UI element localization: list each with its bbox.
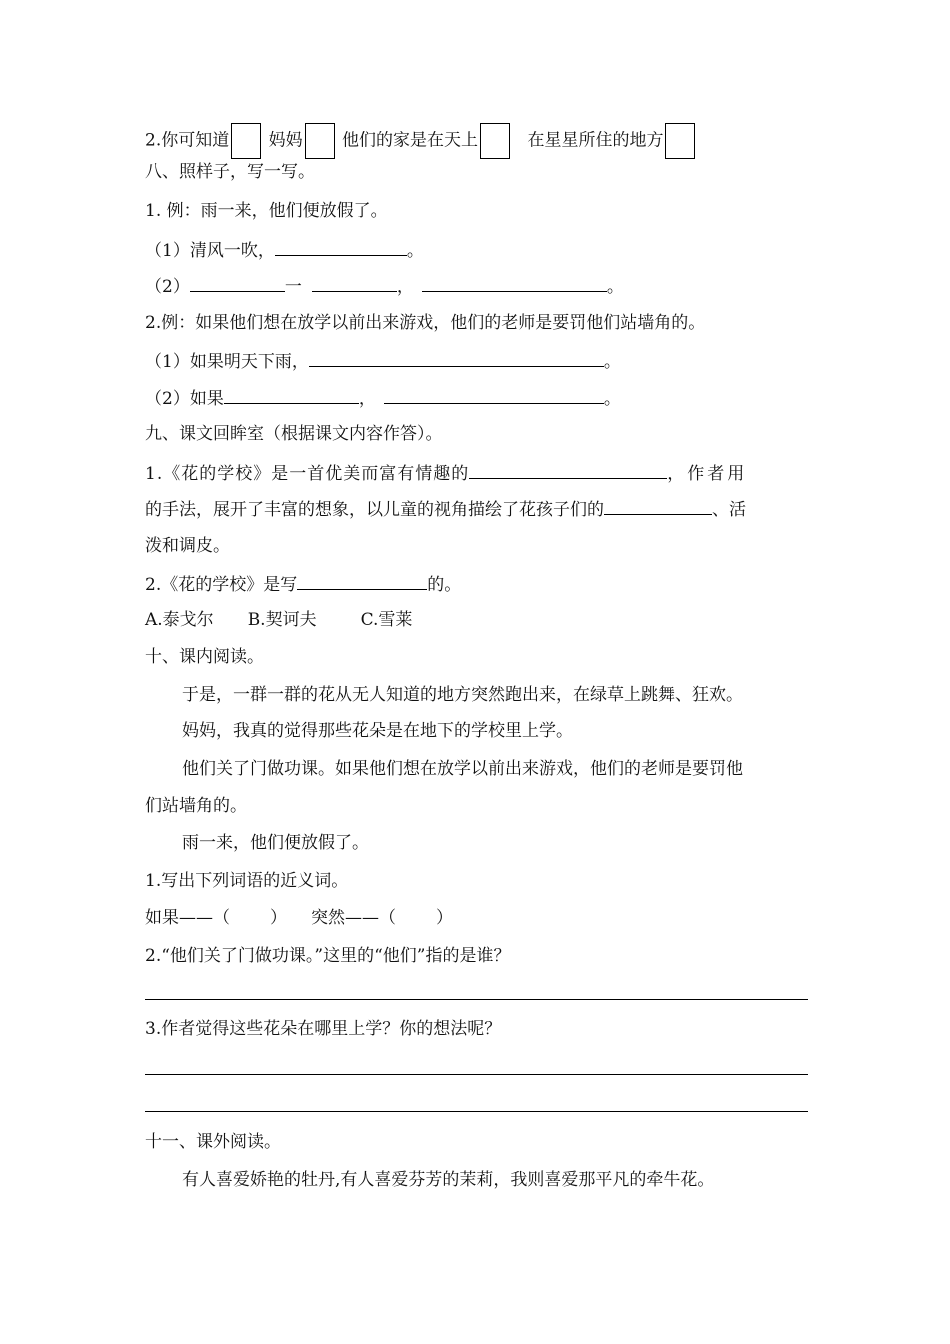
answer-line[interactable] <box>145 1111 808 1112</box>
fill-blank[interactable] <box>384 385 604 404</box>
sec9-q2-a: 2.《花的学校》是写 <box>145 575 298 595</box>
sec8-ex1-item1-prefix: （1）清风一吹， <box>145 241 275 261</box>
sec9-q2 <box>145 571 461 597</box>
fill-blank[interactable] <box>224 385 359 404</box>
sec10-q1: 1.写出下列词语的近义词。 <box>145 871 349 891</box>
sec8-title: 八、照样子，写一写。 <box>145 162 315 182</box>
sec8-ex1-item2-prefix: （2） <box>145 277 190 297</box>
sec8-ex2-item1-prefix: （1）如果明天下雨， <box>145 352 309 372</box>
fill-blank[interactable] <box>309 348 604 367</box>
sec10-para4: 雨一来，他们便放假了。 <box>182 833 369 853</box>
sec10-para3: 他们关了门做功课。如果他们想在放学以前出来游戏，他们的老师是要罚他 <box>182 759 743 779</box>
option-c[interactable]: C.雪莱 <box>360 610 413 630</box>
period: 。 <box>603 389 621 409</box>
answer-box-2[interactable] <box>305 123 335 159</box>
sec9-q1-b: ，作者用 <box>667 464 748 484</box>
sec9-q1-a: 1.《花的学校》是一首优美而富有情趣的 <box>145 464 470 484</box>
fill-blank[interactable] <box>312 273 397 292</box>
sec10-para3-cont: 们站墙角的。 <box>145 796 247 816</box>
fill-blank[interactable] <box>190 273 285 292</box>
period: 。 <box>406 241 424 261</box>
sec10-para2: 妈妈，我真的觉得那些花朵是在地下的学校里上学。 <box>182 721 573 741</box>
sec11-para1: 有人喜爱娇艳的牡丹,有人喜爱芬芳的茉莉，我则喜爱那平凡的牵牛花。 <box>182 1170 715 1190</box>
sec8-ex1-item1 <box>145 237 424 263</box>
sec11-title: 十一、课外阅读。 <box>145 1132 281 1152</box>
sec10-q2: 2.“他们关了门做功课。”这里的“他们”指的是谁？ <box>145 946 511 966</box>
sec9-q2-b: 的。 <box>427 575 462 595</box>
sec9-q1-c: 的手法，展开了丰富的想象，以儿童的视角描绘了花孩子们的 <box>145 500 604 520</box>
sec8-ex2-item1 <box>145 348 621 374</box>
sec9-q1-line1 <box>145 460 747 486</box>
paren-close: ） <box>270 908 287 928</box>
sec9-q1-d: 、活 <box>712 500 746 520</box>
comma: ， <box>396 277 414 297</box>
sec9-options <box>145 608 412 632</box>
comma: ， <box>358 389 376 409</box>
paren-close: ） <box>436 908 453 928</box>
sec10-q1-words <box>145 906 453 930</box>
answer-box-4[interactable] <box>665 123 695 159</box>
sec9-q1-line2 <box>145 496 746 522</box>
fill-blank[interactable] <box>604 496 712 515</box>
sec8-ex1: 1. 例：雨一来，他们便放假了。 <box>145 201 388 221</box>
sec8-ex2-item2 <box>145 385 621 411</box>
synonym-word-2: 突然——（ <box>311 908 396 928</box>
q7-2-prefix: 2.你可知道 <box>145 130 230 151</box>
fill-blank[interactable] <box>422 273 607 292</box>
sec10-title: 十、课内阅读。 <box>145 647 264 667</box>
sec8-ex2: 2.例：如果他们想在放学以前出来游戏，他们的老师是要罚他们站墙角的。 <box>145 313 706 333</box>
sec8-ex1-item2 <box>145 273 624 299</box>
q7-2-part2: 妈妈 <box>268 130 303 151</box>
synonym-word-1: 如果——（ <box>145 908 230 928</box>
sec10-q3: 3.作者觉得这些花朵在哪里上学？你的想法呢？ <box>145 1019 502 1039</box>
answer-box-3[interactable] <box>480 123 510 159</box>
answer-line[interactable] <box>145 1074 808 1075</box>
q7-2-part4: 在星星所住的地方 <box>527 130 664 151</box>
fill-blank[interactable] <box>275 237 407 256</box>
fill-blank[interactable] <box>297 571 427 590</box>
answer-box-1[interactable] <box>231 123 261 159</box>
fill-blank[interactable] <box>469 460 667 479</box>
answer-line[interactable] <box>145 999 808 1000</box>
sec8-ex2-item2-prefix: （2）如果 <box>145 389 224 409</box>
sec9-q1-line3: 泼和调皮。 <box>145 536 230 556</box>
period: 。 <box>603 352 621 372</box>
period: 。 <box>606 277 624 297</box>
option-a[interactable]: A.泰戈尔 <box>145 610 214 630</box>
q7-2-line <box>145 123 697 159</box>
sec9-title: 九、课文回眸室（根据课文内容作答）。 <box>145 424 443 444</box>
option-b[interactable]: B.契诃夫 <box>247 610 317 630</box>
q7-2-part3: 他们的家是在天上 <box>342 130 479 151</box>
sec8-ex1-item2-mid: 一 <box>284 277 302 297</box>
sec10-para1: 于是，一群一群的花从无人知道的地方突然跑出来，在绿草上跳舞、狂欢。 <box>182 685 743 705</box>
